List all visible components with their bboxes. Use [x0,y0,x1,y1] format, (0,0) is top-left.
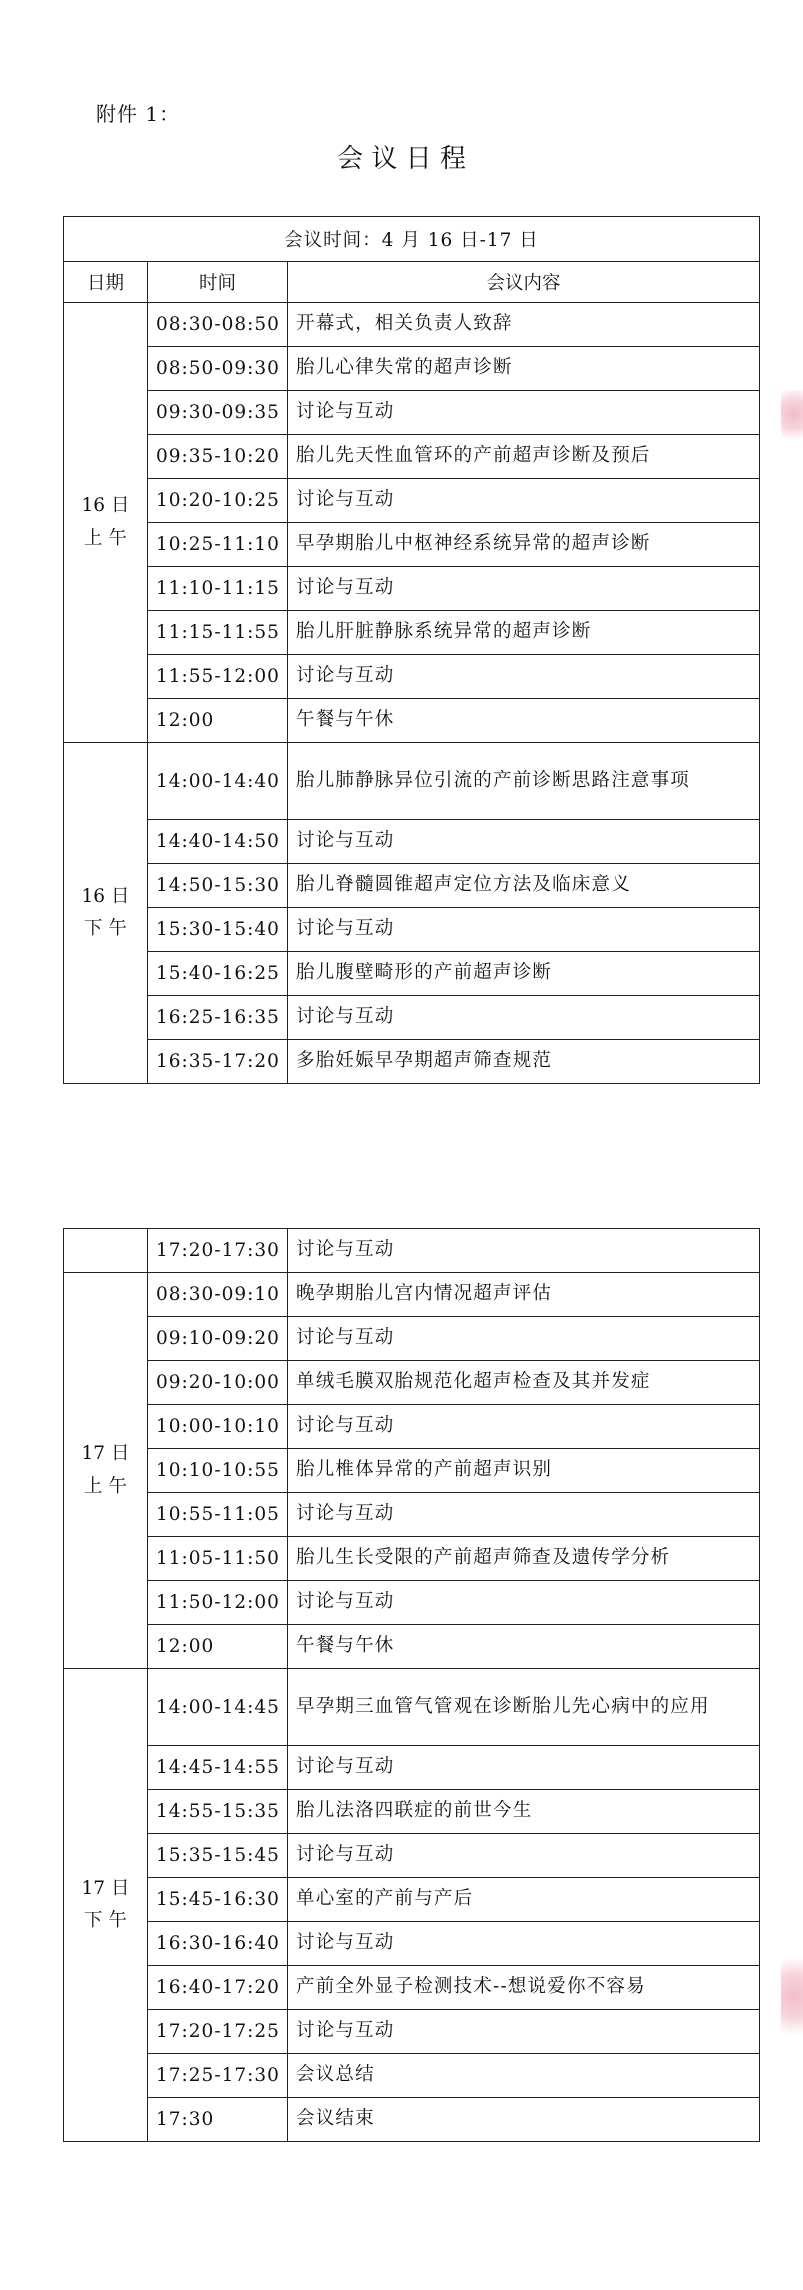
time-cell: 14:50-15:30 [148,864,288,908]
time-cell: 10:55-11:05 [148,1493,288,1537]
table-row [64,2098,760,2142]
table-row [64,1834,760,1878]
table-row [64,1449,760,1493]
table-row [64,1922,760,1966]
period-label: 上 午 [84,1475,127,1497]
topic-cell: 讨论与互动 [288,1493,760,1537]
time-cell: 09:30-09:35 [148,391,288,435]
time-cell: 10:25-11:10 [148,523,288,567]
column-header-time: 时间 [148,262,288,303]
table-row [64,1405,760,1449]
topic-cell: 胎儿椎体异常的产前超声识别 [288,1449,760,1493]
time-cell: 16:40-17:20 [148,1966,288,2010]
time-cell: 09:10-09:20 [148,1317,288,1361]
table-row [64,1493,760,1537]
table-row [64,303,760,347]
topic-cell: 会议总结 [288,2054,760,2098]
topic-cell: 讨论与互动 [288,1922,760,1966]
time-cell: 17:20-17:30 [148,1229,288,1273]
topic-cell: 讨论与互动 [288,479,760,523]
topic-cell: 讨论与互动 [288,391,760,435]
table-row [64,523,760,567]
topic-cell: 会议结束 [288,2098,760,2142]
topic-cell: 午餐与午休 [288,699,760,743]
attachment-label: 附件 1： [96,102,181,126]
table-row [64,2054,760,2098]
topic-cell: 胎儿心律失常的超声诊断 [288,347,760,391]
table-row [64,1878,760,1922]
table-row [64,479,760,523]
table-row [64,1625,760,1669]
topic-cell: 胎儿法洛四联症的前世今生 [288,1790,760,1834]
topic-cell: 开幕式，相关负责人致辞 [288,303,760,347]
time-cell: 11:05-11:50 [148,1537,288,1581]
table-row [64,391,760,435]
table-row [64,2010,760,2054]
topic-cell: 单心室的产前与产后 [288,1878,760,1922]
time-cell: 09:35-10:20 [148,435,288,479]
date-cell [64,303,148,743]
time-cell: 14:40-14:50 [148,820,288,864]
topic-cell: 产前全外显子检测技术--想说爱你不容易 [288,1966,760,2010]
topic-cell: 讨论与互动 [288,1317,760,1361]
time-cell: 14:00-14:45 [148,1669,288,1746]
table-row [64,1361,760,1405]
time-cell: 11:55-12:00 [148,655,288,699]
time-cell: 17:20-17:25 [148,2010,288,2054]
schedule-table-part-1 [63,216,760,1084]
time-cell: 17:30 [148,2098,288,2142]
table-row [64,1317,760,1361]
table-row [64,435,760,479]
time-cell: 11:10-11:15 [148,567,288,611]
page-title: 会 议 日 程 [337,144,466,174]
table-row [64,908,760,952]
day-label: 17 日 [81,1877,130,1899]
table-row [64,1537,760,1581]
time-cell: 09:20-10:00 [148,1361,288,1405]
topic-cell: 午餐与午休 [288,1625,760,1669]
time-cell: 14:00-14:40 [148,743,288,820]
topic-cell: 讨论与互动 [288,1229,760,1273]
topic-cell: 讨论与互动 [288,2010,760,2054]
time-cell: 16:30-16:40 [148,1922,288,1966]
topic-cell: 胎儿脊髓圆锥超声定位方法及临床意义 [288,864,760,908]
stamp-mark [781,390,803,450]
day-label: 16 日 [81,495,130,517]
time-cell: 12:00 [148,699,288,743]
topic-cell: 讨论与互动 [288,908,760,952]
table-row [64,567,760,611]
topic-cell: 讨论与互动 [288,996,760,1040]
stamp-mark [781,1960,803,2050]
table-row [64,655,760,699]
time-cell: 15:40-16:25 [148,952,288,996]
table-row [64,952,760,996]
time-cell: 08:50-09:30 [148,347,288,391]
table-caption: 会议时间：4 月 16 日-17 日 [64,217,760,262]
table-row [64,1669,760,1746]
date-cell [64,743,148,1084]
time-cell: 16:35-17:20 [148,1040,288,1084]
day-label: 16 日 [81,885,130,907]
topic-cell: 讨论与互动 [288,1834,760,1878]
time-cell: 15:30-15:40 [148,908,288,952]
time-cell: 10:00-10:10 [148,1405,288,1449]
topic-cell: 讨论与互动 [288,1746,760,1790]
time-cell: 17:25-17:30 [148,2054,288,2098]
topic-cell: 晚孕期胎儿宫内情况超声评估 [288,1273,760,1317]
column-header-date: 日期 [64,262,148,303]
table-row [64,347,760,391]
column-header-content: 会议内容 [288,262,760,303]
table-row [64,820,760,864]
time-cell: 11:15-11:55 [148,611,288,655]
table-row [64,1966,760,2010]
period-label: 上 午 [84,527,127,549]
time-cell: 11:50-12:00 [148,1581,288,1625]
topic-cell: 讨论与互动 [288,1581,760,1625]
date-cell [64,1229,148,1273]
topic-cell: 讨论与互动 [288,820,760,864]
table-row [64,1790,760,1834]
table-row [64,743,760,820]
topic-cell: 早孕期三血管气管观在诊断胎儿先心病中的应用 [288,1669,760,1746]
time-cell: 12:00 [148,1625,288,1669]
schedule-table-part-2 [63,1228,760,2142]
time-cell: 08:30-09:10 [148,1273,288,1317]
time-cell: 10:20-10:25 [148,479,288,523]
time-cell: 10:10-10:55 [148,1449,288,1493]
topic-cell: 胎儿肺静脉异位引流的产前诊断思路注意事项 [288,743,760,820]
table-row [64,611,760,655]
topic-cell: 胎儿先天性血管环的产前超声诊断及预后 [288,435,760,479]
topic-cell: 胎儿生长受限的产前超声筛查及遗传学分析 [288,1537,760,1581]
topic-cell: 胎儿肝脏静脉系统异常的超声诊断 [288,611,760,655]
time-cell: 14:55-15:35 [148,1790,288,1834]
date-cell [64,1273,148,1669]
topic-cell: 讨论与互动 [288,655,760,699]
topic-cell: 早孕期胎儿中枢神经系统异常的超声诊断 [288,523,760,567]
day-label: 17 日 [81,1443,130,1465]
table-row [64,1581,760,1625]
table-row [64,1229,760,1273]
table-row [64,699,760,743]
period-label: 下 午 [84,1910,127,1931]
table-row [64,1746,760,1790]
topic-cell: 讨论与互动 [288,567,760,611]
time-cell: 16:25-16:35 [148,996,288,1040]
table-row [64,1273,760,1317]
time-cell: 14:45-14:55 [148,1746,288,1790]
time-cell: 15:45-16:30 [148,1878,288,1922]
date-cell [64,1669,148,2142]
time-cell: 08:30-08:50 [148,303,288,347]
time-cell: 15:35-15:45 [148,1834,288,1878]
period-label: 下 午 [84,918,127,939]
table-row [64,1040,760,1084]
topic-cell: 多胎妊娠早孕期超声筛查规范 [288,1040,760,1084]
topic-cell: 单绒毛膜双胎规范化超声检查及其并发症 [288,1361,760,1405]
topic-cell: 讨论与互动 [288,1405,760,1449]
table-row [64,996,760,1040]
topic-cell: 胎儿腹壁畸形的产前超声诊断 [288,952,760,996]
table-row [64,864,760,908]
